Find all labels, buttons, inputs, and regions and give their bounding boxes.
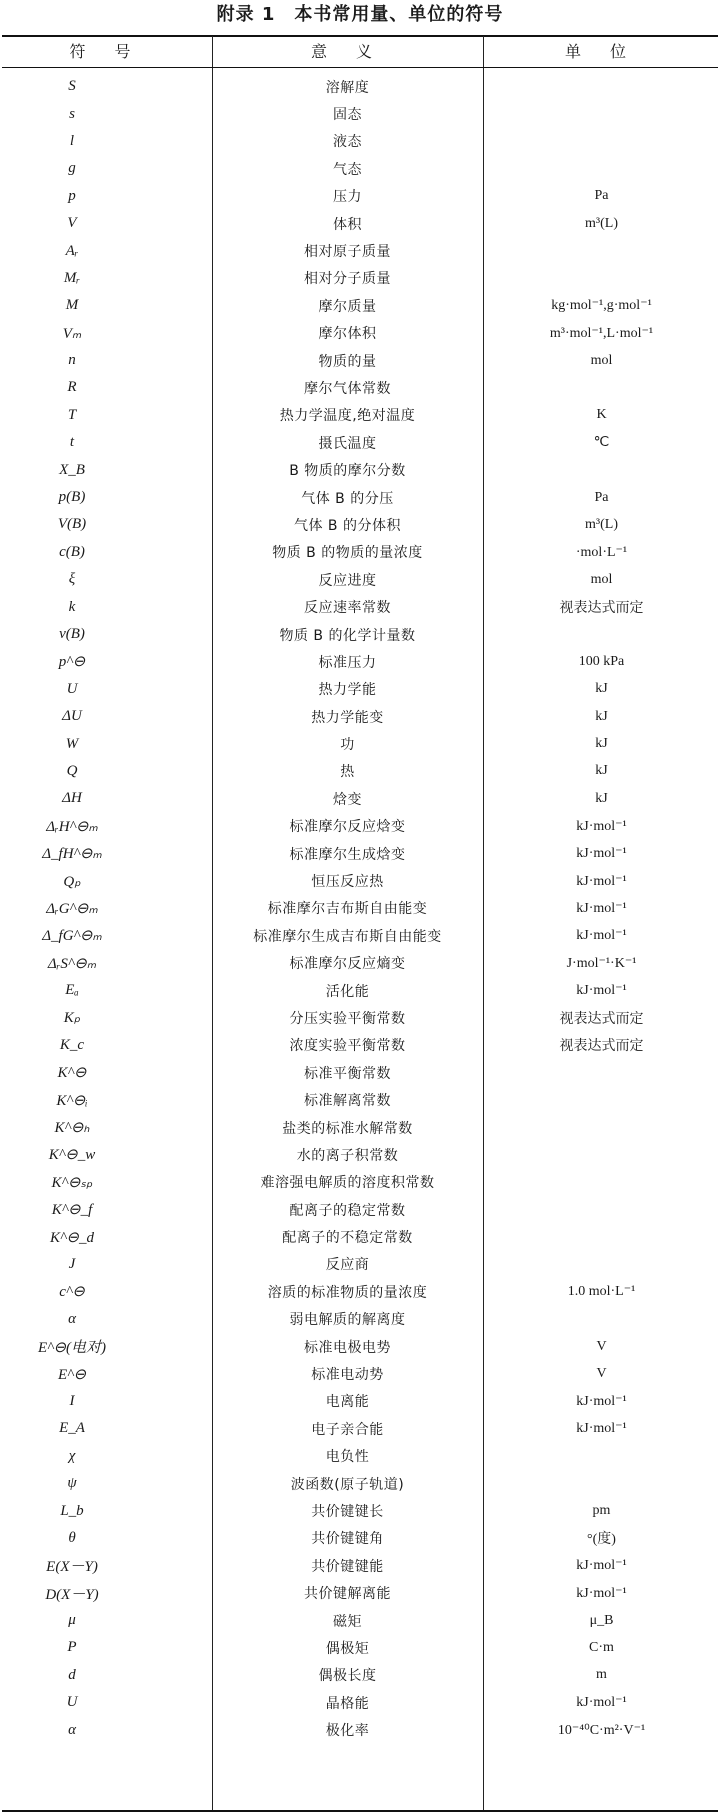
meaning-cell: 标准平衡常数 — [304, 1065, 391, 1082]
meaning-cell: 热力学温度,绝对温度 — [279, 408, 416, 425]
symbol-cell: ΔU — [62, 708, 82, 725]
unit-cell: kJ·mol⁻¹ — [576, 928, 627, 944]
symbol-cell: E_A — [59, 1420, 85, 1437]
table-row — [0, 1278, 720, 1305]
table-row — [0, 1223, 720, 1250]
table-row — [0, 1525, 720, 1552]
symbol-cell: α — [68, 1721, 76, 1738]
unit-cell: ·mol·L⁻¹ — [575, 544, 628, 560]
symbol-cell: ψ — [67, 1475, 77, 1492]
meaning-cell: 标准摩尔反应焓变 — [289, 819, 406, 836]
unit-cell: kJ·mol⁻¹ — [576, 1393, 627, 1409]
table-row — [0, 813, 720, 840]
symbol-cell: ξ — [68, 571, 76, 588]
meaning-cell: 晶格能 — [325, 1695, 370, 1712]
unit-cell: mol — [590, 352, 613, 368]
table-row — [0, 155, 720, 182]
symbol-cell: c^⊖ — [59, 1284, 85, 1301]
unit-cell: kJ — [595, 790, 608, 806]
table-row — [0, 1032, 720, 1059]
table-row — [0, 1415, 720, 1442]
table-row — [0, 593, 720, 620]
table-row — [0, 237, 720, 264]
symbol-cell: s — [69, 105, 75, 122]
meaning-cell: 浓度实验平衡常数 — [289, 1038, 406, 1055]
symbol-cell: α — [68, 1310, 76, 1327]
unit-cell: V — [596, 1366, 607, 1382]
symbol-cell: X_B — [59, 461, 85, 478]
table-row — [0, 511, 720, 538]
table-row — [0, 758, 720, 785]
table-row — [0, 320, 720, 347]
meaning-cell: 分压实验平衡常数 — [289, 1010, 406, 1027]
symbol-cell: U — [66, 680, 78, 697]
table-row — [0, 1333, 720, 1360]
symbol-cell: M — [65, 297, 79, 314]
unit-cell: kJ·mol⁻¹ — [576, 1585, 627, 1601]
table-row — [0, 1169, 720, 1196]
symbol-cell: μ — [68, 1612, 76, 1629]
table-row — [0, 785, 720, 812]
symbol-cell: k — [68, 598, 76, 615]
symbol-cell: Vₘ — [62, 325, 82, 342]
meaning-cell: 摩尔体积 — [318, 326, 377, 343]
meaning-cell: 热 — [340, 764, 355, 781]
meaning-cell: 共价键键长 — [311, 1504, 384, 1520]
symbol-cell: t — [69, 434, 75, 451]
symbol-cell: Eₐ — [65, 982, 79, 999]
symbol-cell: K^⊖ — [57, 1065, 87, 1082]
table-row — [0, 100, 720, 127]
unit-cell: ℃ — [593, 435, 610, 451]
unit-cell: V — [596, 1338, 607, 1354]
table-row — [0, 1607, 720, 1634]
symbol-cell: g — [68, 160, 76, 177]
symbol-cell: D(X－Y) — [45, 1586, 99, 1603]
table-row — [0, 1360, 720, 1387]
table-row — [0, 730, 720, 757]
table-row — [0, 566, 720, 593]
table-row — [0, 429, 720, 456]
unit-cell: kJ — [595, 681, 608, 697]
meaning-cell: 物质 B 的化学计量数 — [279, 627, 416, 644]
symbol-cell: K_c — [59, 1036, 85, 1053]
table-row — [0, 347, 720, 374]
table-row — [0, 539, 720, 566]
unit-cell: mol — [590, 571, 613, 587]
table-row — [0, 977, 720, 1004]
unit-cell: pm — [592, 1503, 611, 1518]
table-row — [0, 1470, 720, 1497]
table-header — [0, 37, 720, 67]
header-rule — [2, 67, 718, 68]
table-row — [0, 210, 720, 237]
meaning-cell: 配离子的不稳定常数 — [282, 1230, 413, 1247]
meaning-cell: 活化能 — [325, 983, 370, 1000]
symbol-cell: E^⊖ — [57, 1366, 87, 1383]
meaning-cell: 相对原子质量 — [304, 244, 391, 261]
meaning-cell: 反应速率常数 — [304, 600, 391, 617]
symbol-cell: l — [69, 132, 75, 149]
symbol-cell: θ — [68, 1529, 76, 1546]
meaning-cell: 标准压力 — [318, 654, 377, 671]
symbol-cell: K^⊖_w — [48, 1147, 96, 1164]
unit-cell: μ_B — [589, 1612, 614, 1628]
meaning-cell: 标准摩尔生成吉布斯自由能变 — [253, 928, 442, 945]
unit-cell: kJ·mol⁻¹ — [576, 873, 627, 889]
meaning-cell: 热力学能 — [318, 682, 377, 699]
unit-cell: 视表达式而定 — [559, 601, 644, 617]
symbol-cell: Δ_fH^⊖ₘ — [42, 846, 102, 863]
meaning-cell: 固态 — [333, 107, 362, 124]
meaning-cell: 标准解离常数 — [304, 1093, 391, 1110]
page-title: 附录 1 本书常用量、单位的符号 — [216, 4, 504, 25]
unit-cell: kJ·mol⁻¹ — [576, 983, 627, 999]
table-row — [0, 1114, 720, 1141]
symbol-cell: ΔᵣG^⊖ₘ — [46, 900, 98, 917]
table-row — [0, 1388, 720, 1415]
unit-cell: kJ·mol⁻¹ — [576, 818, 627, 834]
symbol-cell: d — [68, 1666, 76, 1683]
meaning-cell: 反应进度 — [318, 572, 377, 589]
meaning-cell: 磁矩 — [333, 1613, 362, 1630]
symbol-cell: E^⊖(电对) — [37, 1340, 107, 1357]
table-row — [0, 1251, 720, 1278]
symbol-cell: Qₚ — [63, 873, 81, 890]
table-row — [0, 1004, 720, 1031]
table-row — [0, 1306, 720, 1333]
symbol-cell: T — [67, 406, 77, 423]
unit-cell: m — [596, 1667, 607, 1683]
unit-cell: 视表达式而定 — [559, 1039, 644, 1055]
unit-cell: C·m — [589, 1639, 614, 1655]
table-row — [0, 402, 720, 429]
table-row — [0, 648, 720, 675]
table-row — [0, 265, 720, 292]
meaning-cell: B 物质的摩尔分数 — [289, 463, 406, 480]
table-row — [0, 895, 720, 922]
unit-cell: 1.0 mol·L⁻¹ — [567, 1284, 636, 1300]
meaning-cell: 焓变 — [333, 791, 362, 808]
meaning-cell: 标准摩尔反应熵变 — [289, 956, 406, 973]
symbol-cell: Mᵣ — [63, 269, 81, 286]
unit-cell: m³(L) — [585, 215, 618, 231]
table-row — [0, 922, 720, 949]
symbol-cell: Aᵣ — [65, 242, 79, 259]
table-row — [0, 1141, 720, 1168]
symbol-cell: Q — [66, 762, 78, 779]
unit-cell: kJ — [595, 763, 608, 779]
unit-cell: kg·mol⁻¹,g·mol⁻¹ — [551, 298, 652, 314]
meaning-cell: 反应商 — [325, 1257, 370, 1274]
meaning-cell: 溶解度 — [325, 79, 370, 96]
unit-cell: 视表达式而定 — [559, 1011, 644, 1027]
meaning-cell: 标准电极电势 — [304, 1339, 391, 1356]
meaning-cell: 摄氏温度 — [318, 435, 377, 452]
symbol-cell: ΔᵣS^⊖ₘ — [47, 955, 97, 972]
table-row — [0, 840, 720, 867]
table-bottom-rule — [2, 1810, 718, 1812]
unit-cell: kJ·mol⁻¹ — [576, 1421, 627, 1437]
meaning-cell: 物质的量 — [318, 353, 377, 370]
table-row — [0, 1059, 720, 1086]
table-row — [0, 1443, 720, 1470]
symbol-cell: W — [65, 735, 79, 752]
meaning-cell: 共价键解离能 — [304, 1586, 391, 1603]
meaning-cell: 标准摩尔生成焓变 — [289, 846, 406, 863]
meaning-cell: 功 — [340, 737, 355, 754]
table-row — [0, 1689, 720, 1716]
symbol-cell: R — [67, 379, 77, 396]
table-row — [0, 1662, 720, 1689]
table-row — [0, 621, 720, 648]
symbol-cell: c(B) — [59, 543, 85, 560]
meaning-cell: 标准电动势 — [311, 1367, 384, 1384]
meaning-cell: 电负性 — [325, 1449, 370, 1466]
meaning-cell: 气体 B 的分压 — [301, 490, 394, 507]
meaning-cell: 电子亲合能 — [311, 1421, 384, 1438]
meaning-cell: 气体 B 的分体积 — [293, 517, 401, 534]
table-row — [0, 484, 720, 511]
symbol-cell: K^⊖ᵢ — [56, 1092, 88, 1109]
symbol-cell: K^⊖ₕ — [54, 1120, 90, 1137]
symbol-cell: I — [69, 1392, 75, 1409]
table-row — [0, 1579, 720, 1606]
table-row — [0, 73, 720, 100]
meaning-cell: 标准摩尔吉布斯自由能变 — [267, 901, 428, 918]
meaning-cell: 电离能 — [325, 1394, 370, 1411]
header-symbol: 符 号 — [69, 42, 143, 61]
symbol-cell: V — [67, 215, 77, 232]
meaning-cell: 摩尔质量 — [318, 298, 377, 315]
symbol-cell: n — [68, 352, 76, 369]
symbol-cell: ΔH — [62, 790, 82, 807]
unit-cell: kJ — [595, 708, 608, 724]
meaning-cell: 偶极矩 — [325, 1640, 370, 1657]
symbol-cell: ΔᵣH^⊖ₘ — [46, 818, 98, 835]
table-row — [0, 950, 720, 977]
unit-cell: Pa — [594, 188, 609, 204]
meaning-cell: 热力学能变 — [311, 709, 384, 726]
unit-cell: K — [596, 407, 607, 423]
meaning-cell: 体积 — [333, 216, 362, 233]
unit-cell: kJ·mol⁻¹ — [576, 900, 627, 916]
table-row — [0, 1086, 720, 1113]
unit-cell: kJ — [595, 736, 608, 752]
unit-cell: kJ·mol⁻¹ — [576, 1695, 627, 1711]
table-row — [0, 703, 720, 730]
unit-cell: 10⁻⁴⁰C·m²·V⁻¹ — [557, 1722, 646, 1738]
meaning-cell: 水的离子积常数 — [296, 1147, 399, 1164]
table-row — [0, 1716, 720, 1743]
header-unit: 单 位 — [564, 42, 639, 61]
meaning-cell: 气态 — [333, 161, 362, 178]
symbol-cell: J — [68, 1255, 76, 1272]
table-row — [0, 183, 720, 210]
table-row — [0, 1634, 720, 1661]
unit-cell: m³(L) — [585, 516, 618, 532]
symbol-cell: χ — [68, 1447, 76, 1464]
meaning-cell: 极化率 — [325, 1723, 370, 1740]
unit-cell: kJ·mol⁻¹ — [576, 1558, 627, 1574]
meaning-cell: 物质 B 的物质的量浓度 — [272, 545, 423, 562]
symbol-cell: ν(B) — [59, 626, 85, 642]
meaning-cell: 共价键键能 — [311, 1558, 384, 1575]
meaning-cell: 难溶强电解质的溶度积常数 — [260, 1175, 435, 1192]
table-row — [0, 374, 720, 401]
symbol-cell: E(X－Y) — [46, 1559, 98, 1576]
table-row — [0, 292, 720, 319]
meaning-cell: 偶极长度 — [318, 1668, 377, 1685]
symbol-cell: L_b — [60, 1502, 84, 1519]
symbol-cell: P — [67, 1639, 77, 1656]
symbol-cell: U — [66, 1694, 78, 1711]
symbol-cell: p^⊖ — [58, 654, 86, 671]
symbol-cell: S — [68, 78, 76, 95]
meaning-cell: 弱电解质的解离度 — [289, 1312, 406, 1329]
table-row — [0, 1497, 720, 1524]
unit-cell: Pa — [594, 489, 609, 505]
symbol-cell: p(B) — [58, 489, 86, 506]
symbol-cell: V(B) — [57, 516, 87, 533]
table-row — [0, 1552, 720, 1579]
meaning-cell: 摩尔气体常数 — [304, 380, 391, 397]
unit-cell: °(度) — [587, 1532, 616, 1548]
meaning-cell: 压力 — [333, 189, 362, 206]
meaning-cell: 共价键键角 — [311, 1531, 384, 1548]
meaning-cell: 波函数(原子轨道) — [290, 1476, 405, 1493]
table-row — [0, 676, 720, 703]
symbol-cell: p — [68, 187, 76, 204]
unit-cell: 100 kPa — [578, 653, 625, 669]
meaning-cell: 液态 — [333, 134, 362, 151]
symbol-cell: K^⊖ₛₚ — [51, 1174, 93, 1191]
unit-cell: J·mol⁻¹·K⁻¹ — [566, 955, 637, 971]
symbol-cell: K^⊖_f — [51, 1202, 93, 1219]
symbol-cell: Δ_fG^⊖ₘ — [42, 928, 102, 945]
table-row — [0, 1196, 720, 1223]
header-meaning: 意 义 — [310, 42, 385, 61]
table-body — [0, 73, 720, 1744]
symbol-cell: K^⊖_d — [50, 1229, 94, 1246]
meaning-cell: 恒压反应热 — [311, 874, 384, 891]
table-row — [0, 128, 720, 155]
table-row — [0, 867, 720, 894]
table-row — [0, 456, 720, 483]
unit-cell: kJ·mol⁻¹ — [576, 846, 627, 862]
meaning-cell: 溶质的标准物质的量浓度 — [267, 1284, 428, 1301]
meaning-cell: 相对分子质量 — [304, 271, 391, 288]
meaning-cell: 配离子的稳定常数 — [289, 1202, 406, 1219]
unit-cell: m³·mol⁻¹,L·mol⁻¹ — [549, 325, 654, 341]
symbol-cell: Kₚ — [63, 1010, 81, 1027]
meaning-cell: 盐类的标准水解常数 — [282, 1120, 413, 1137]
